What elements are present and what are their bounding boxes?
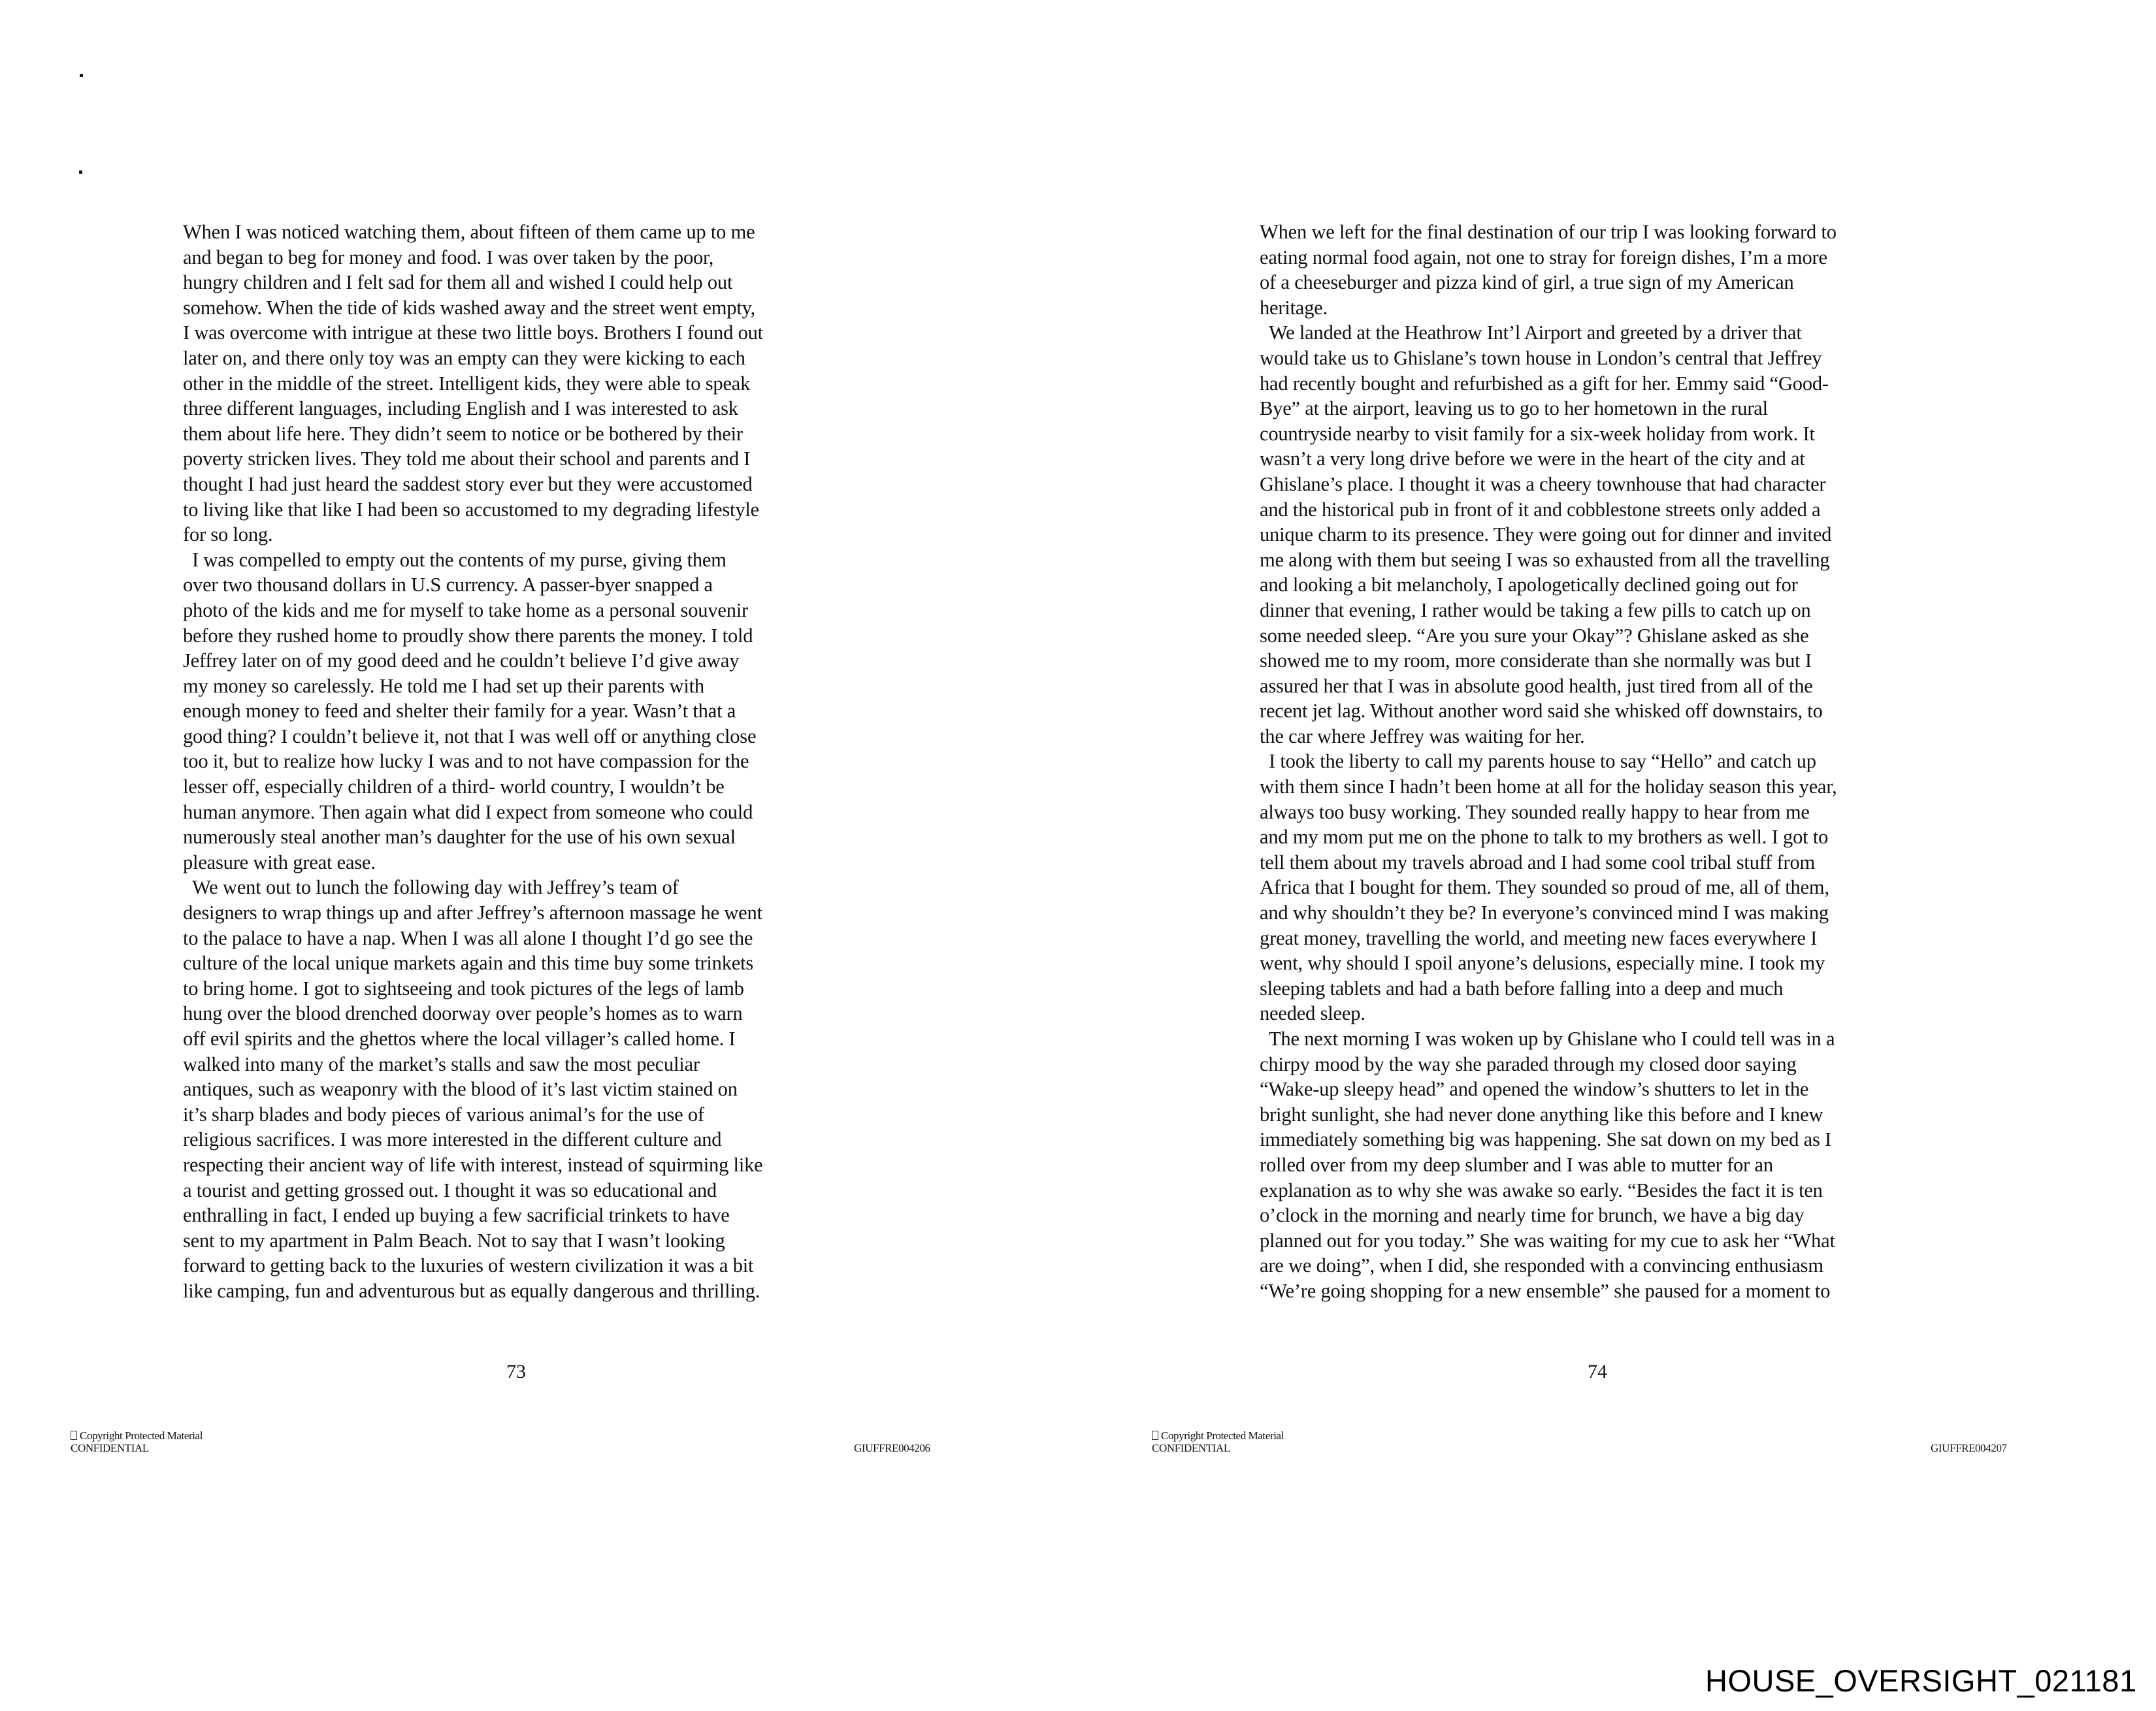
text-line: explanation as to why she was awake so early. “Besides the fact it is ten <box>1260 1179 1823 1201</box>
house-oversight-stamp: HOUSE_OVERSIGHT_021181 <box>1705 1663 2137 1698</box>
copyright-label: Copyright Protected Material <box>80 1429 203 1442</box>
text-line: later on, and there only toy was an empty can they were kicking to each <box>183 346 745 369</box>
page-number: 74 <box>1588 1361 1607 1382</box>
text-line: hung over the blood drenched doorway over people’s homes as to warn <box>183 1002 743 1025</box>
text-line: me along with them but seeing I was so exhausted from all the travelling <box>1260 548 1830 571</box>
text-line: “Wake-up sleepy head” and opened the window’s shutters to let in the <box>1260 1078 1809 1101</box>
page-body-text <box>183 220 849 1304</box>
text-line: eating normal food again, not one to stray for foreign dishes, I’m a more <box>1260 246 1827 269</box>
text-line: When we left for the final destination of our trip I was looking forward to <box>1260 221 1837 243</box>
confidential-label: CONFIDENTIAL <box>1152 1442 1230 1454</box>
text-line: for so long. <box>183 523 273 546</box>
text-line: other in the middle of the street. Intelligent kids, they were able to speak <box>183 372 751 395</box>
text-line: assured her that I was in absolute good health, just tired from all of the <box>1260 674 1813 697</box>
text-line: hungry children and I felt sad for them all and wished I could help out <box>183 271 733 294</box>
text-line: religious sacrifices. I was more interested in the different culture and <box>183 1128 722 1151</box>
text-line: tell them about my travels abroad and I had some cool tribal stuff from <box>1260 851 1816 873</box>
text-line: sent to my apartment in Palm Beach. Not to say that I wasn’t looking <box>183 1229 725 1252</box>
page-74 <box>1078 0 2156 1711</box>
text-line: to bring home. I got to sightseeing and took pictures of the legs of lamb <box>183 977 744 1000</box>
text-line: We went out to lunch the following day with Jeffrey’s team of <box>192 876 679 899</box>
text-line: showed me to my room, more considerate than she normally was but I <box>1260 649 1812 672</box>
text-line: had recently bought and refurbished as a gift for her. Emmy said “Good- <box>1260 372 1829 395</box>
page-number: 73 <box>506 1361 526 1382</box>
text-line: designers to wrap things up and after Jeffrey’s afternoon massage he went <box>183 902 762 924</box>
text-line: When I was noticed watching them, about fifteen of them came up to me <box>183 221 755 243</box>
confidential-label: CONFIDENTIAL <box>71 1442 149 1454</box>
text-line: bright sunlight, she had never done anything like this before and I knew <box>1260 1103 1823 1126</box>
text-line: my money so carelessly. He told me I had set up their parents with <box>183 674 704 697</box>
text-line: three different languages, including English and I was interested to ask <box>183 397 738 420</box>
text-line: would take us to Ghislane’s town house in London’s central that Jeffrey <box>1260 346 1822 369</box>
text-line: and looking a bit melancholy, I apologetically declined going out for <box>1260 574 1798 596</box>
text-line: I took the liberty to call my parents house to say “Hello” and catch up <box>1269 750 1816 773</box>
text-line: rolled over from my deep slumber and I was able to mutter for an <box>1260 1153 1773 1176</box>
text-line: numerously steal another man’s daughter for the use of his own sexual <box>183 826 736 849</box>
text-line: poverty stricken lives. They told me about their school and parents and I <box>183 448 751 470</box>
copyright-label: Copyright Protected Material <box>1161 1429 1284 1442</box>
text-line: immediately something big was happening. She sat down on my bed as I <box>1260 1128 1831 1151</box>
text-line: it’s sharp blades and body pieces of various animal’s for the use of <box>183 1103 704 1126</box>
text-line: a tourist and getting grossed out. I thought it was so educational and <box>183 1179 717 1201</box>
text-line: and my mom put me on the phone to talk to my brothers as well. I got to <box>1260 826 1829 849</box>
text-line: to the palace to have a nap. When I was all alone I thought I’d go see the <box>183 926 753 949</box>
text-line: o’clock in the morning and nearly time for brunch, we have a big day <box>1260 1204 1805 1227</box>
text-line: some needed sleep. “Are you sure your Okay”? Ghislane asked as she <box>1260 624 1809 647</box>
text-line: countryside nearby to visit family for a six-week holiday from work. It <box>1260 422 1815 445</box>
text-line: always too busy working. They sounded really happy to hear from me <box>1260 800 1810 823</box>
text-line: great money, travelling the world, and meeting new faces everywhere I <box>1260 926 1818 949</box>
text-line: good thing? I couldn’t believe it, not that I was well off or anything close <box>183 725 757 747</box>
text-line: forward to getting back to the luxuries of western civilization it was a bit <box>183 1254 754 1277</box>
text-line: lesser off, especially children of a third- world country, I wouldn’t be <box>183 775 725 798</box>
text-line: recent jet lag. Without another word said she whisked off downstairs, to <box>1260 700 1823 723</box>
checkbox-glyph-icon <box>71 1431 77 1440</box>
text-line: human anymore. Then again what did I expect from someone who could <box>183 800 753 823</box>
page-footer-notice <box>1152 1429 1284 1454</box>
text-line: Bye” at the airport, leaving us to go to her hometown in the rural <box>1260 397 1768 420</box>
text-line: pleasure with great ease. <box>183 851 376 873</box>
text-line: walked into many of the market’s stalls and saw the most peculiar <box>183 1052 700 1075</box>
text-line: needed sleep. <box>1260 1002 1365 1025</box>
text-line: enough money to feed and shelter their family for a year. Wasn’t that a <box>183 700 736 723</box>
text-line: and why shouldn’t they be? In everyone’s convinced mind I was making <box>1260 902 1829 924</box>
text-line: antiques, such as weaponry with the blood of it’s last victim stained on <box>183 1078 738 1101</box>
text-line: Jeffrey later on of my good deed and he couldn’t believe I’d give away <box>183 649 740 672</box>
text-line: respecting their ancient way of life with interest, instead of squirming like <box>183 1153 763 1176</box>
bates-number: GIUFFRE004206 <box>854 1442 930 1454</box>
text-line: somehow. When the tide of kids washed away and the street went empty, <box>183 296 756 319</box>
text-line: culture of the local unique markets again and this time buy some trinkets <box>183 952 754 975</box>
text-line: I was overcome with intrigue at these two little boys. Brothers I found out <box>183 321 763 344</box>
text-line: We landed at the Heathrow Int’l Airport and greeted by a driver that <box>1269 321 1802 344</box>
text-line: of a cheeseburger and pizza kind of girl, a true sign of my American <box>1260 271 1794 294</box>
text-line: photo of the kids and me for myself to take home as a personal souvenir <box>183 598 748 621</box>
text-line: to living like that like I had been so accustomed to my degrading lifestyle <box>183 498 759 521</box>
text-line: too it, but to realize how lucky I was and to not have compassion for the <box>183 750 749 773</box>
copyright-notice <box>1152 1429 1284 1442</box>
text-line: with them since I hadn’t been home at all for the holiday season this year, <box>1260 775 1837 798</box>
scan-speck <box>79 171 82 174</box>
scan-speck <box>80 74 83 77</box>
page-footer-notice <box>71 1429 203 1454</box>
text-line: off evil spirits and the ghettos where the local villager’s called home. I <box>183 1028 736 1050</box>
text-line: them about life here. They didn’t seem to notice or be bothered by their <box>183 422 743 445</box>
text-line: sleeping tablets and had a bath before falling into a deep and much <box>1260 977 1784 1000</box>
text-line: unique charm to its presence. They were going out for dinner and invited <box>1260 523 1832 546</box>
text-line: thought I had just heard the saddest story ever but they were accustomed <box>183 472 753 495</box>
checkbox-glyph-icon <box>1152 1431 1158 1440</box>
text-line: the car where Jeffrey was waiting for her. <box>1260 725 1585 747</box>
text-line: like camping, fun and adventurous but as equally dangerous and thrilling. <box>183 1279 760 1302</box>
page-body-text <box>1260 220 1926 1304</box>
text-line: wasn’t a very long drive before we were in the heart of the city and at <box>1260 448 1805 470</box>
text-line: before they rushed home to proudly show there parents the money. I told <box>183 624 753 647</box>
text-line: went, why should I spoil anyone’s delusions, especially mine. I took my <box>1260 952 1825 975</box>
text-line: over two thousand dollars in U.S currency. A passer-byer snapped a <box>183 574 713 596</box>
text-line: The next morning I was woken up by Ghislane who I could tell was in a <box>1269 1028 1835 1050</box>
text-line: Africa that I bought for them. They sounded so proud of me, all of them, <box>1260 876 1829 899</box>
text-line: I was compelled to empty out the contents of my purse, giving them <box>192 548 727 571</box>
text-line: and began to beg for money and food. I was over taken by the poor, <box>183 246 714 269</box>
copyright-notice <box>71 1429 203 1442</box>
text-line: “We’re going shopping for a new ensemble” she paused for a moment to <box>1260 1279 1831 1302</box>
text-line: heritage. <box>1260 296 1328 319</box>
text-line: dinner that evening, I rather would be taking a few pills to catch up on <box>1260 598 1811 621</box>
text-line: are we doing”, when I did, she responded with a convincing enthusiasm <box>1260 1254 1823 1277</box>
text-line: chirpy mood by the way she paraded through my closed door saying <box>1260 1052 1797 1075</box>
text-line: and the historical pub in front of it and cobblestone streets only added a <box>1260 498 1821 521</box>
text-line: planned out for you today.” She was waiting for my cue to ask her “What <box>1260 1229 1835 1252</box>
text-line: Ghislane’s place. I thought it was a cheery townhouse that had character <box>1260 472 1826 495</box>
text-line: enthralling in fact, I ended up buying a few sacrificial trinkets to have <box>183 1204 730 1227</box>
bates-number: GIUFFRE004207 <box>1931 1442 2007 1454</box>
